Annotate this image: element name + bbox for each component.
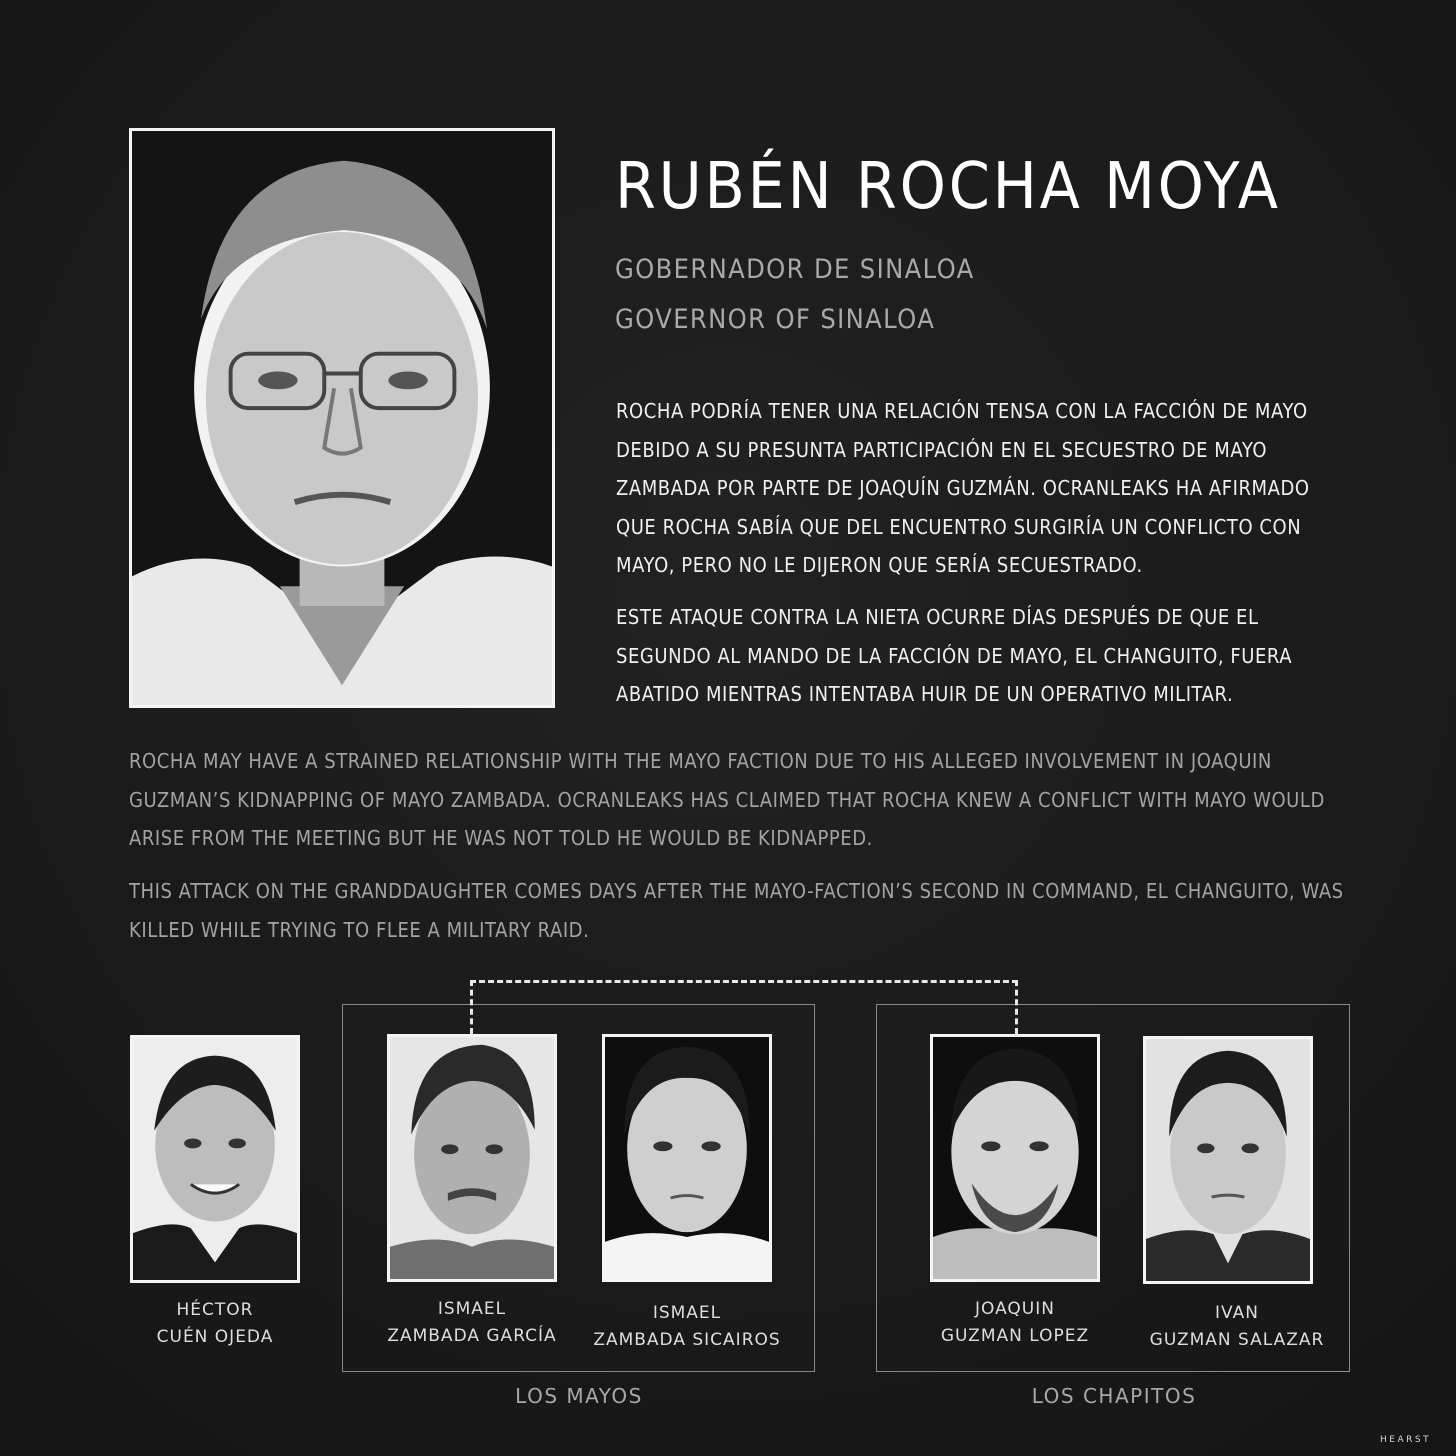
name-line-1: HÉCTOR <box>176 1300 254 1320</box>
portrait-illustration <box>132 131 552 705</box>
name-label-ismael-zambada-sicairos <box>577 1300 797 1354</box>
portrait-illustration <box>390 1037 554 1279</box>
name-label-joaquin-guzman-lopez <box>905 1296 1125 1350</box>
ismael-zambada-sicairos-portrait <box>602 1034 772 1282</box>
english-paragraph-2: THIS ATTACK ON THE GRANDDAUGHTER COMES DAYS AFTER THE MAYO-FACTION’S SECOND IN COMMAND, EL CHANGUITO, WAS KILLED WHILE TRYING TO FLEE A MILITARY RAID. <box>129 879 1344 942</box>
publisher-credit: HEARST <box>1380 1435 1432 1445</box>
group-label-los-chapitos: LOS CHAPITOS <box>1031 1384 1197 1408</box>
portrait-illustration <box>605 1037 769 1279</box>
name-line-2: CUÉN OJEDA <box>156 1327 274 1347</box>
spanish-paragraph-1: ROCHA PODRÍA TENER UNA RELACIÓN TENSA CON LA FACCIÓN DE MAYO DEBIDO A SU PRESUNTA PARTICIPACIÓN EN EL SECUESTRO DE MAYO ZAMBADA POR PARTE DE JOAQUÍN GUZMÁN. OCRANLEAKS HA AFIRMADO QUE ROCHA SABÍA QUE DEL ENCUENTRO SURGIRÍA UN CONFLICTO CON MAYO, PERO NO LE DIJERON QUE SERÍA SECUESTRADO. <box>616 399 1310 577</box>
joaquin-guzman-lopez-portrait <box>930 1034 1100 1282</box>
ivan-guzman-salazar-portrait <box>1143 1036 1313 1284</box>
name-line-1: IVAN <box>1215 1303 1259 1323</box>
name-line-1: ISMAEL <box>437 1299 507 1319</box>
dashed-connector <box>470 980 1018 1034</box>
page-title: RUBÉN ROCHA MOYA <box>615 150 1281 224</box>
name-label-ivan-guzman-salazar <box>1127 1300 1347 1354</box>
name-label-hector <box>105 1297 325 1351</box>
name-line-2: ZAMBADA SICAIROS <box>593 1330 781 1350</box>
group-label-los-mayos: LOS MAYOS <box>515 1384 643 1408</box>
name-line-1: ISMAEL <box>652 1303 722 1323</box>
english-paragraph-1: ROCHA MAY HAVE A STRAINED RELATIONSHIP WITH THE MAYO FACTION DUE TO HIS ALLEGED INVOLVEMENT IN JOAQUIN GUZMAN’S KIDNAPPING OF MAYO ZAMBADA. OCRANLEAKS HAS CLAIMED THAT ROCHA KNEW A CONFLICT WITH MAYO WOULD ARISE FROM THE MEETING BUT HE WAS NOT TOLD HE WOULD BE KIDNAPPED. <box>129 749 1325 850</box>
name-line-2: GUZMAN LOPEZ <box>940 1326 1090 1346</box>
subtitle-english: GOVERNOR OF SINALOA <box>615 304 936 335</box>
name-line-2: GUZMAN SALAZAR <box>1149 1330 1325 1350</box>
portrait-illustration <box>133 1038 297 1280</box>
ismael-zambada-garcia-portrait <box>387 1034 557 1282</box>
spanish-paragraph-2: ESTE ATAQUE CONTRA LA NIETA OCURRE DÍAS DESPUÉS DE QUE EL SEGUNDO AL MANDO DE LA FACCIÓN DE MAYO, EL CHANGUITO, FUERA ABATIDO MIENTRAS INTENTABA HUIR DE UN OPERATIVO MILITAR. <box>616 605 1293 706</box>
portrait-illustration <box>1146 1039 1310 1281</box>
hector-portrait <box>130 1035 300 1283</box>
name-label-ismael-zambada-garcia <box>362 1296 582 1350</box>
name-line-1: JOAQUIN <box>975 1299 1055 1319</box>
subtitle-spanish: GOBERNADOR DE SINALOA <box>615 254 975 285</box>
rocha-portrait <box>129 128 555 708</box>
name-line-2: ZAMBADA GARCÍA <box>387 1326 557 1346</box>
portrait-illustration <box>933 1037 1097 1279</box>
